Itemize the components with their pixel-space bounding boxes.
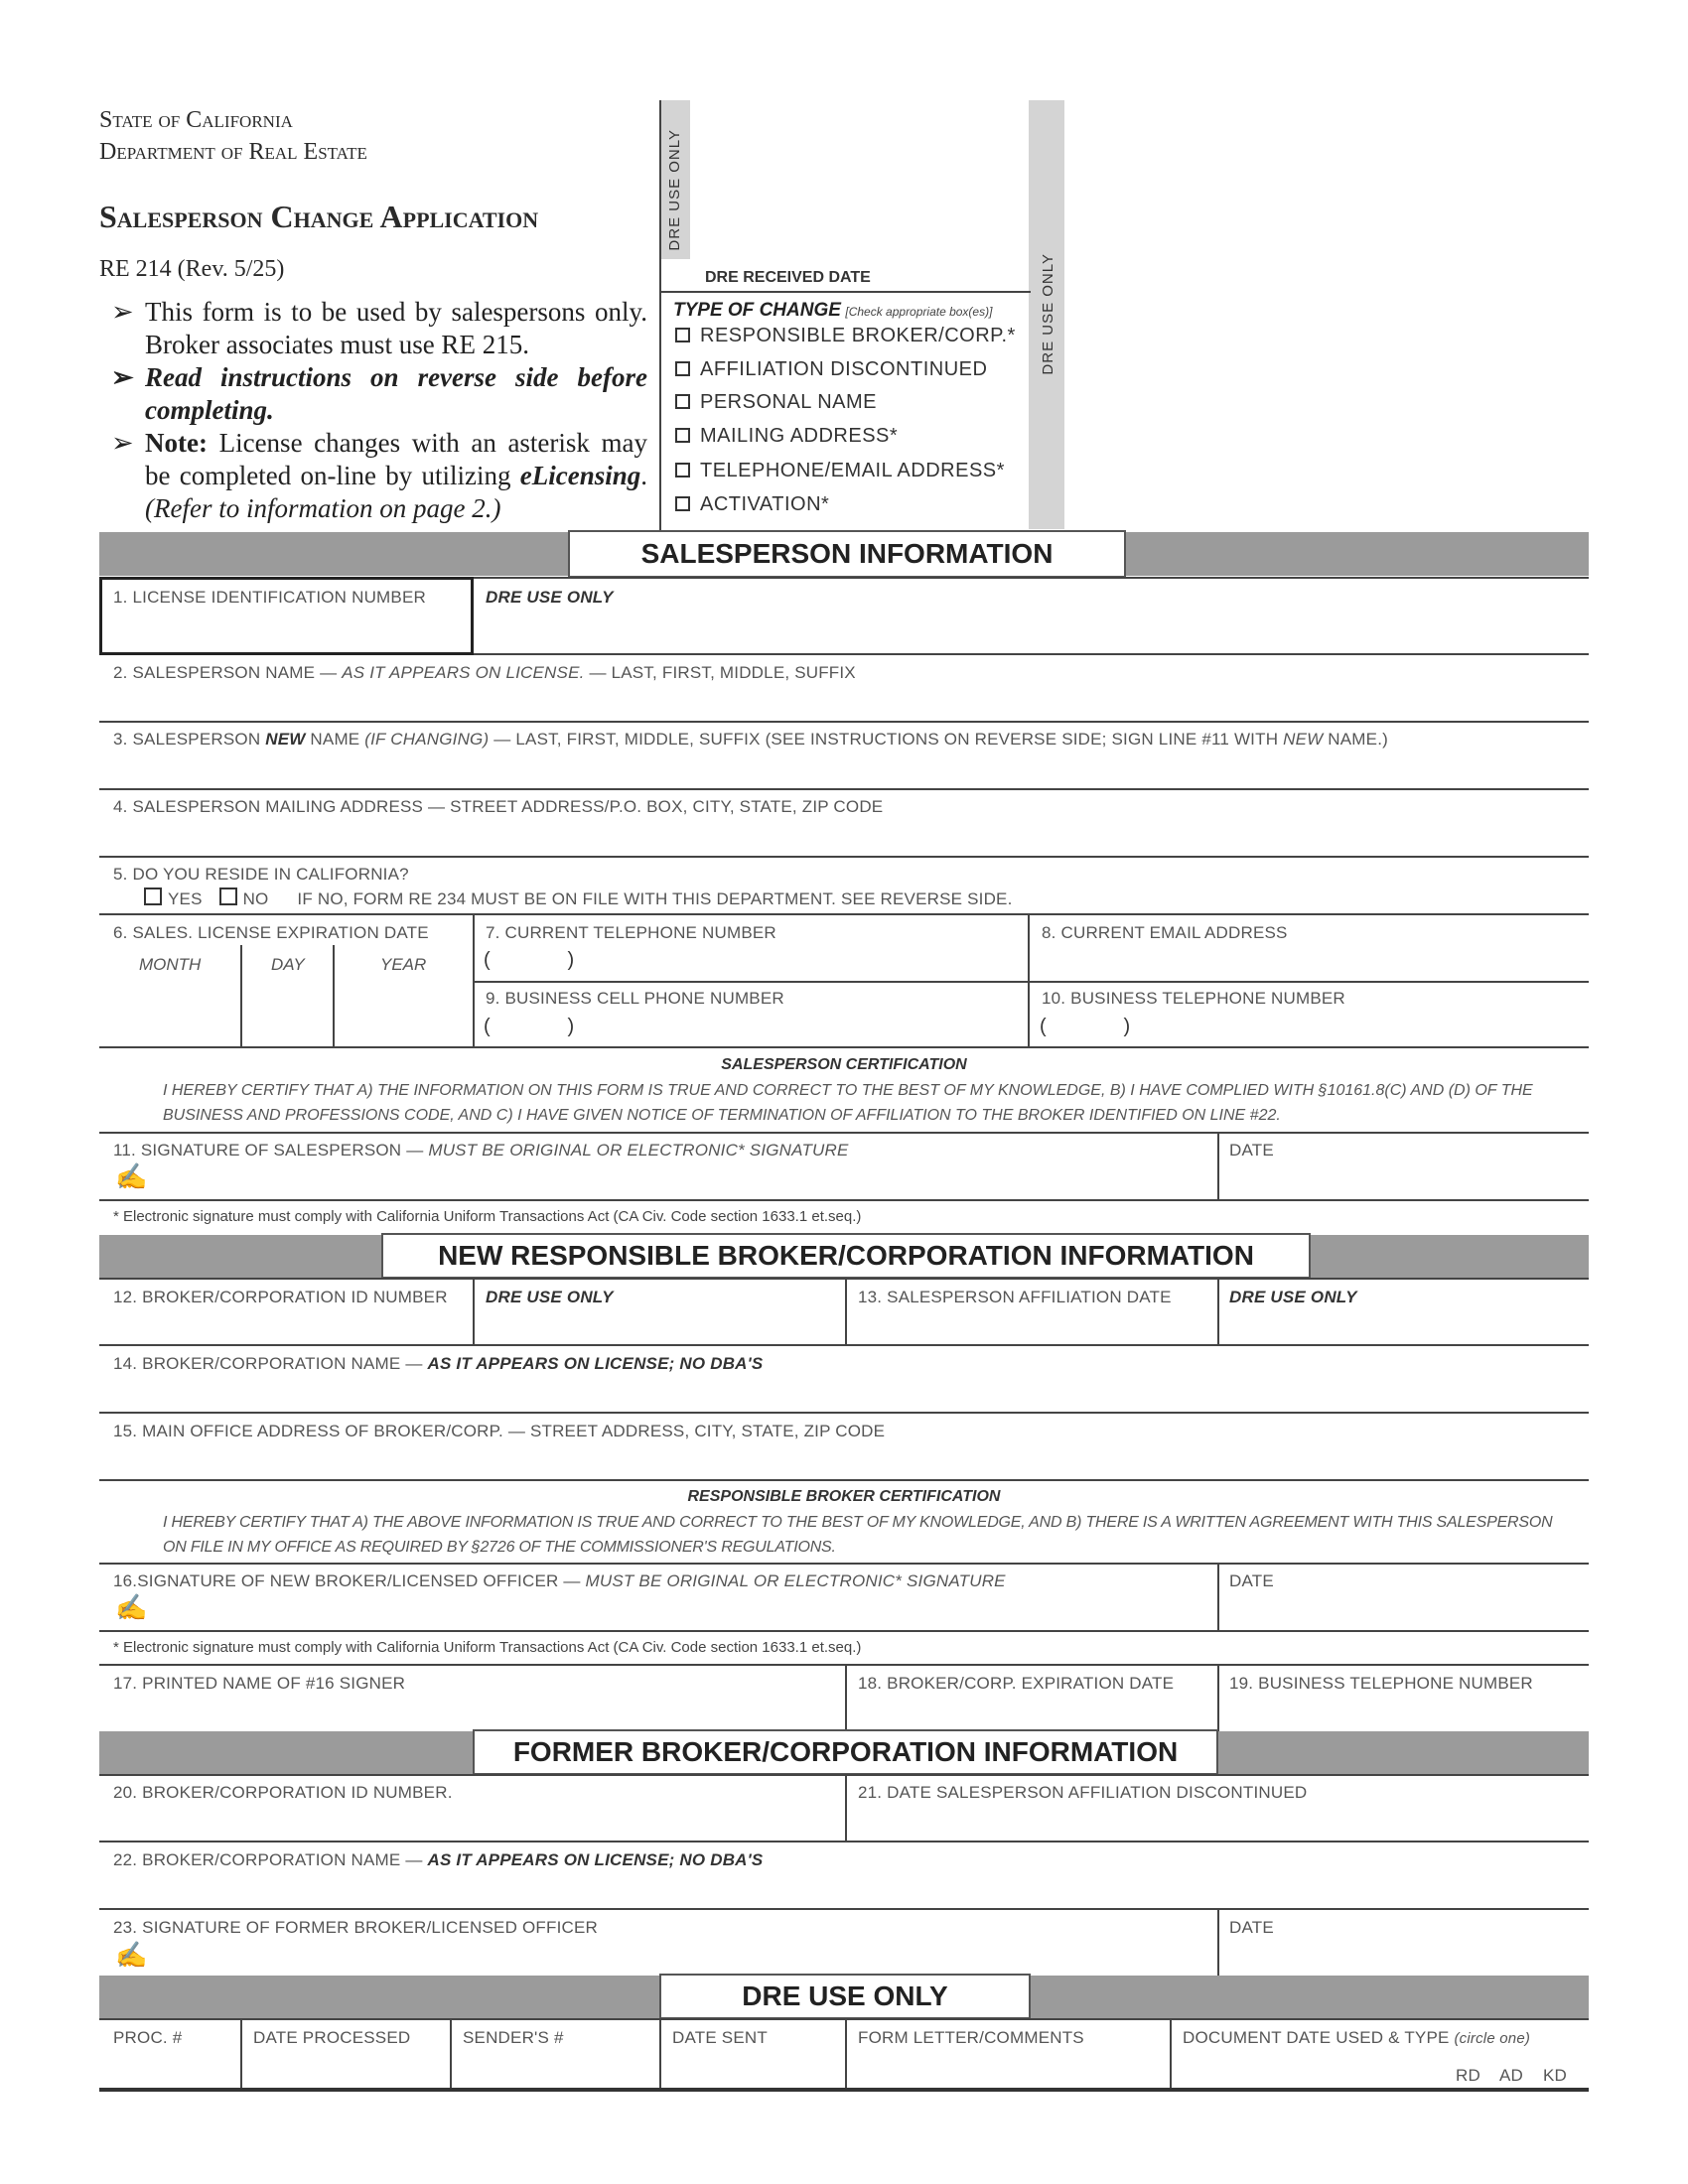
arrow-icon: ➢ — [111, 297, 134, 327]
broker-certification-title: RESPONSIBLE BROKER CERTIFICATION — [687, 1488, 1001, 1505]
label-broker-id: 12. BROKER/CORPORATION ID NUMBER — [113, 1288, 448, 1306]
label-printed-name: 17. PRINTED NAME OF #16 SIGNER — [113, 1674, 406, 1693]
elicensing-link[interactable]: eLicensing — [519, 461, 641, 490]
business-telephone-input[interactable]: ( ) — [1040, 1016, 1131, 1037]
label-proc-number: PROC. # — [113, 2028, 183, 2047]
option-kd[interactable]: KD — [1543, 2066, 1568, 2085]
checkbox[interactable] — [675, 394, 690, 409]
section-former-broker: FORMER BROKER/CORPORATION INFORMATION — [473, 1729, 1218, 1775]
label-dre-only-13: DRE USE ONLY — [1229, 1288, 1357, 1306]
checkbox-no[interactable] — [219, 887, 237, 905]
label-former-broker-id: 20. BROKER/CORPORATION ID NUMBER. — [113, 1783, 453, 1802]
type-of-change-heading: TYPE OF CHANGE [Check appropriate box(es)] — [673, 300, 993, 321]
label-new-name: 3. SALESPERSON NEW NAME (IF CHANGING) — LAST, FIRST, MIDDLE, SUFFIX (SEE INSTRUCTIONS ON REVERSE SIDE; SIGN LINE #11 WITH NEW NAME.) — [113, 730, 1388, 749]
option-rd[interactable]: RD — [1456, 2066, 1480, 2085]
salesperson-certification-title: SALESPERSON CERTIFICATION — [721, 1056, 967, 1073]
telephone-input[interactable]: ( ) — [484, 949, 575, 971]
label-mailing-address: 4. SALESPERSON MAILING ADDRESS — STREET ADDRESS/P.O. BOX, CITY, STATE, ZIP CODE — [113, 797, 884, 816]
business-cell-input[interactable]: ( ) — [484, 1016, 575, 1037]
label-date-11: DATE — [1229, 1141, 1274, 1160]
label-business-telephone: 10. BUSINESS TELEPHONE NUMBER — [1042, 989, 1345, 1008]
reside-options: YES NO IF NO, FORM RE 234 MUST BE ON FILE WITH THIS DEPARTMENT. SEE REVERSE SIDE. — [144, 887, 1013, 909]
label-broker-name: 14. BROKER/CORPORATION NAME — AS IT APPEARS ON LICENSE; NO DBA'S — [113, 1354, 764, 1373]
label-form-letter: FORM LETTER/COMMENTS — [858, 2028, 1084, 2047]
section-new-broker: NEW RESPONSIBLE BROKER/CORPORATION INFORMATION — [381, 1233, 1311, 1279]
label-business-telephone-19: 19. BUSINESS TELEPHONE NUMBER — [1229, 1674, 1533, 1693]
label-new-broker-signature: 16.SIGNATURE OF NEW BROKER/LICENSED OFFICER — MUST BE ORIGINAL OR ELECTRONIC* SIGNATURE — [113, 1571, 1006, 1590]
form-number: RE 214 (Rev. 5/25) — [99, 256, 285, 282]
checkbox[interactable] — [675, 361, 690, 376]
label-current-email: 8. CURRENT EMAIL ADDRESS — [1042, 923, 1288, 942]
checkbox[interactable] — [675, 463, 690, 478]
instructions — [111, 296, 647, 525]
label-document-date: DOCUMENT DATE USED & TYPE (circle one) — [1183, 2028, 1531, 2047]
state-name: State of California — [99, 107, 293, 133]
checkbox[interactable] — [675, 496, 690, 511]
checkbox-yes[interactable] — [144, 887, 162, 905]
change-activation[interactable]: ACTIVATION* — [675, 493, 829, 516]
label-dre-only: DRE USE ONLY — [486, 588, 614, 607]
label-license-id: 1. LICENSE IDENTIFICATION NUMBER — [113, 588, 426, 607]
section-salesperson-info: SALESPERSON INFORMATION — [568, 530, 1126, 578]
label-business-cell: 9. BUSINESS CELL PHONE NUMBER — [486, 989, 784, 1008]
form-title: Salesperson Change Application — [99, 199, 539, 234]
label-year: YEAR — [380, 955, 427, 974]
label-affiliation-discontinued-date: 21. DATE SALESPERSON AFFILIATION DISCONTINUED — [858, 1783, 1308, 1802]
arrow-icon: ➢ — [111, 428, 134, 458]
label-current-telephone: 7. CURRENT TELEPHONE NUMBER — [486, 923, 776, 942]
signature-pen-icon: ✍ — [115, 1940, 148, 1970]
label-affiliation-date: 13. SALESPERSON AFFILIATION DATE — [858, 1288, 1172, 1306]
label-date-16: DATE — [1229, 1571, 1274, 1590]
label-expiration-date: 6. SALES. LICENSE EXPIRATION DATE — [113, 923, 429, 942]
label-dre-only-12: DRE USE ONLY — [486, 1288, 614, 1306]
option-ad[interactable]: AD — [1499, 2066, 1524, 2085]
label-former-broker-name: 22. BROKER/CORPORATION NAME — AS IT APPEARS ON LICENSE; NO DBA'S — [113, 1850, 764, 1869]
arrow-icon: ➢ — [111, 362, 134, 392]
label-month: MONTH — [139, 955, 202, 974]
department-name: Department of Real Estate — [99, 139, 367, 165]
label-main-office-address: 15. MAIN OFFICE ADDRESS OF BROKER/CORP. — STREET ADDRESS, CITY, STATE, ZIP CODE — [113, 1422, 886, 1440]
label-former-broker-signature: 23. SIGNATURE OF FORMER BROKER/LICENSED OFFICER — [113, 1918, 598, 1937]
instruction-1: ➢ This form is to be used by salespersons only. Broker associates must use RE 215. — [111, 297, 647, 359]
instruction-2: ➢ Read instructions on reverse side before completing. — [111, 362, 647, 425]
signature-pen-icon: ✍ — [115, 1592, 148, 1622]
label-date-23: DATE — [1229, 1918, 1274, 1937]
change-responsible-broker[interactable]: RESPONSIBLE BROKER/CORP.* — [675, 325, 1016, 347]
checkbox[interactable] — [675, 428, 690, 443]
label-reside-california: 5. DO YOU RESIDE IN CALIFORNIA? — [113, 865, 409, 884]
esignature-note-2: * Electronic signature must comply with California Uniform Transactions Act (CA Civ. Code section 1633.1 et.seq.) — [113, 1639, 862, 1656]
dre-vertical-label-2: DRE USE ONLY — [1040, 253, 1056, 375]
signature-pen-icon: ✍ — [115, 1161, 148, 1191]
change-mailing-address[interactable]: MAILING ADDRESS* — [675, 425, 898, 448]
label-date-processed: DATE PROCESSED — [253, 2028, 411, 2047]
label-salesperson-name: 2. SALESPERSON NAME — AS IT APPEARS ON LICENSE. — LAST, FIRST, MIDDLE, SUFFIX — [113, 663, 856, 682]
label-day: DAY — [271, 955, 305, 974]
instruction-3: ➢ Note: License changes with an asterisk may be completed on-line by utilizing eLicensing. (Refer to information on page 2.) — [111, 428, 648, 523]
label-salesperson-signature: 11. SIGNATURE OF SALESPERSON — MUST BE ORIGINAL OR ELECTRONIC* SIGNATURE — [113, 1141, 849, 1160]
change-affiliation-discontinued[interactable]: AFFILIATION DISCONTINUED — [675, 358, 987, 381]
label-senders-number: SENDER'S # — [463, 2028, 564, 2047]
esignature-note-1: * Electronic signature must comply with California Uniform Transactions Act (CA Civ. Code section 1633.1 et.seq.) — [113, 1208, 862, 1225]
change-personal-name[interactable]: PERSONAL NAME — [675, 391, 877, 414]
broker-certification-text: I HEREBY CERTIFY THAT A) THE ABOVE INFORMATION IS TRUE AND CORRECT TO THE BEST OF MY KNOWLEDGE, AND B) THERE IS A WRITTEN AGREEMENT WITH THIS SALESPERSON ON FILE IN MY OFFICE AS REQUIRED BY §2726 OF THE COMMISSIONER'S REGULATIONS. — [163, 1514, 1553, 1556]
dre-received-date: DRE RECEIVED DATE — [705, 269, 871, 286]
section-dre-use: DRE USE ONLY — [659, 1974, 1031, 2019]
label-date-sent: DATE SENT — [672, 2028, 768, 2047]
checkbox[interactable] — [675, 328, 690, 342]
change-telephone-email[interactable]: TELEPHONE/EMAIL ADDRESS* — [675, 460, 1005, 482]
salesperson-certification-text: I HEREBY CERTIFY THAT A) THE INFORMATION ON THIS FORM IS TRUE AND CORRECT TO THE BEST OF MY KNOWLEDGE, B) I HAVE COMPLIED WITH §10161.8(C) AND (D) OF THE BUSINESS AND PROFESSIONS CODE, AND C) I HAVE GIVEN NOTICE OF TERMINATION OF AFFILIATION TO THE BROKER IDENTIFIED ON LINE #22. — [163, 1082, 1533, 1124]
dre-vertical-label-1: DRE USE ONLY — [666, 129, 683, 251]
label-broker-expiration: 18. BROKER/CORP. EXPIRATION DATE — [858, 1674, 1175, 1693]
